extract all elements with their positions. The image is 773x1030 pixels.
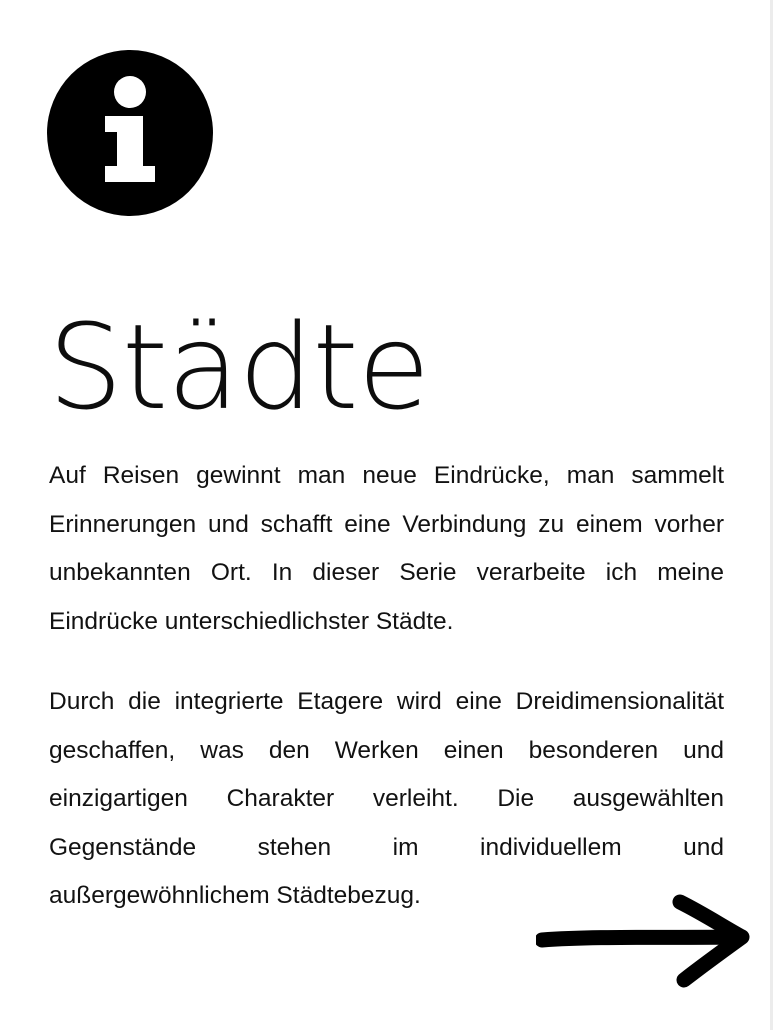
description — [49, 452, 724, 953]
arrow-right-icon[interactable] — [536, 890, 750, 990]
info-icon — [47, 50, 213, 216]
paragraph-intro: Auf Reisen gewinnt man neue Eindrücke, man sammelt Erinnerungen und schafft eine Verbindung zu einem vorher unbekannten Ort. In dieser Serie verarbeite ich meine Eindrücke unterschiedlichster Städte. — [49, 462, 724, 635]
paragraph-etagere: Durch die integrierte Etagere wird eine Dreidimensionalität geschaffen, was den Werken einen besonderen und einzigartigen Charakter verleiht. Die ausgewählten Gegenstände stehen im individuellem und außergewöhnlichem Städtebezug. — [49, 688, 724, 909]
page-title: Städte — [48, 298, 430, 436]
